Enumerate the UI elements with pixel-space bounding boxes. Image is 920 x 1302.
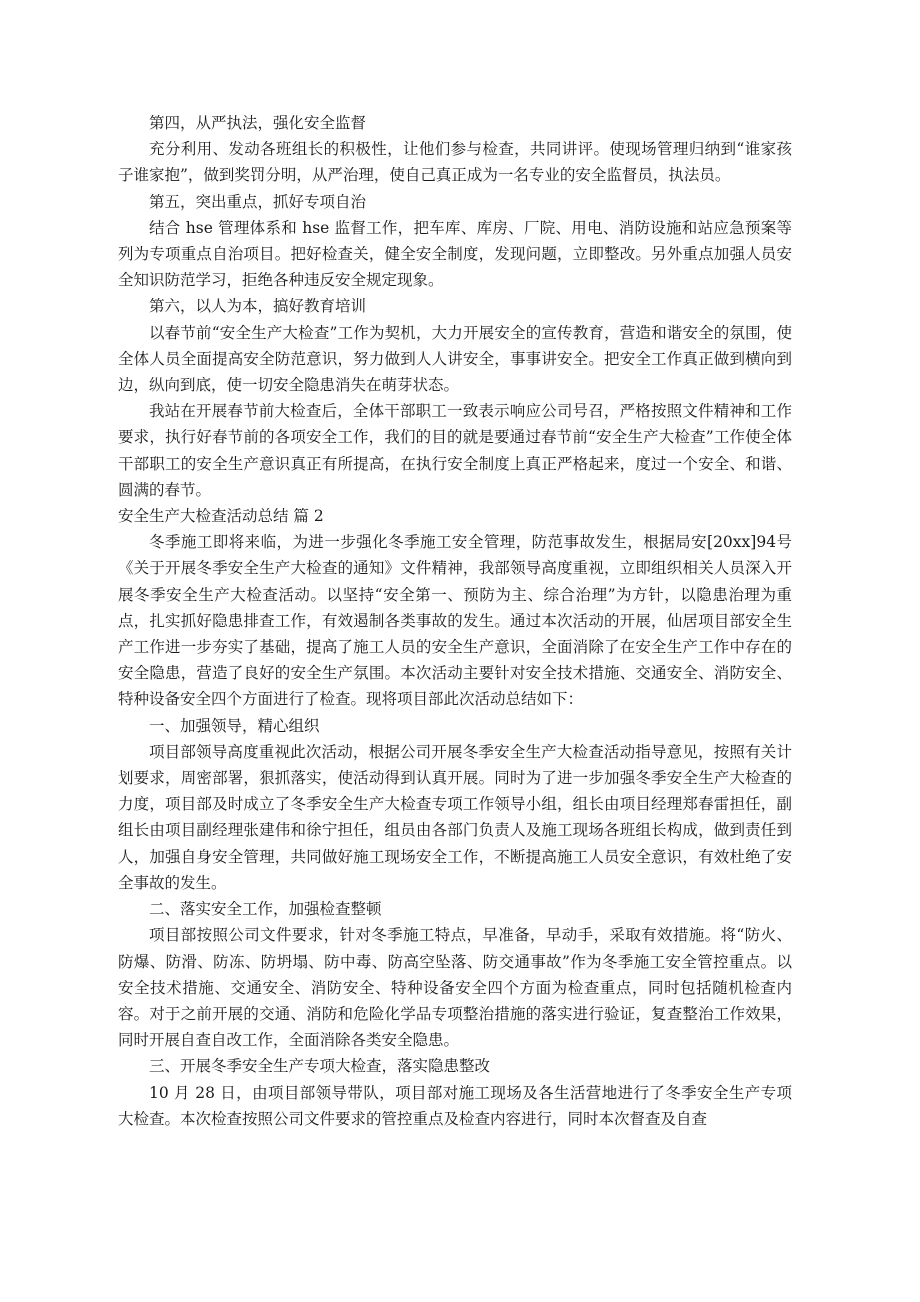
heading-section-five: 第五，突出重点，抓好专项自治 [149, 192, 367, 211]
heading-part-two: 二、落实安全工作，加强检查整顿 [149, 900, 382, 919]
article-title: 安全生产大检查活动总结 篇 2 [118, 507, 324, 526]
paragraph: 充分利用、发动各班组长的积极性，让他们参与检查，共同讲评。使现场管理归纳到“谁家孩子谁家抱”，做到奖罚分明，从严治理，使自己真正成为一名专业的安全监督员，执法员。 [118, 140, 792, 185]
paragraph: 以春节前“安全生产大检查”工作为契机，大力开展安全的宣传教育，营造和谐安全的氛围，使全体人员全面提高安全防范意识，努力做到人人讲安全，事事讲安全。把安全工作真正做到横向到边，纵向到底，使一切安全隐患消失在萌芽状态。 [118, 323, 792, 395]
heading-part-one: 一、加强领导，精心组织 [149, 716, 320, 735]
paragraph: 冬季施工即将来临，为进一步强化冬季施工安全管理，防范事故发生，根据局安[20xx]94号《关于开展冬季安全生产大检查的通知》文件精神，我部领导高度重视，立即组织相关人员深入开展冬季安全生产大检查活动。以坚持“安全第一、预防为主、综合治理”为方针，以隐患治理为重点，扎实抓好隐患排查工作，有效遏制各类事故的发生。通过本次活动的开展，仙居项目部安全生产工作进一步夯实了基础，提高了施工人员的安全生产意识，全面消除了在安全生产工作中存在的安全隐患，营造了良好的安全生产氛围。本次活动主要针对安全技术措施、交通安全、消防安全、特种设备安全四个方面进行了检查。现将项目部此次活动总结如下： [118, 533, 792, 709]
heading-section-six: 第六，以人为本，搞好教育培训 [149, 297, 367, 316]
paragraph: 10 月 28 日，由项目部领导带队，项目部对施工现场及各生活营地进行了冬季安全生产专项大检查。本次检查按照公司文件要求的管控重点及检查内容进行，同时本次督查及自查 [118, 1083, 792, 1128]
heading-part-three: 三、开展冬季安全生产专项大检查，落实隐患整改 [149, 1057, 491, 1076]
paragraph: 项目部领导高度重视此次活动，根据公司开展冬季安全生产大检查活动指导意见，按照有关计划要求，周密部署，狠抓落实，使活动得到认真开展。同时为了进一步加强冬季安全生产大检查的力度，项目部及时成立了冬季安全生产大检查专项工作领导小组，组长由项目经理郑春雷担任，副组长由项目副经理张建伟和徐宁担任，组员由各部门负责人及施工现场各班组长构成，做到责任到人，加强自身安全管理，共同做好施工现场安全工作，不断提高施工人员安全意识，有效杜绝了安全事故的发生。 [118, 742, 792, 892]
paragraph: 我站在开展春节前大检查后，全体干部职工一致表示响应公司号召，严格按照文件精神和工作要求，执行好春节前的各项安全工作，我们的目的就是要通过春节前“安全生产大检查”工作使全体干部职工的安全生产意识真正有所提高，在执行安全制度上真正严格起来，度过一个安全、和谐、圆满的春节。 [118, 402, 792, 499]
document-page [118, 110, 792, 1132]
paragraph: 结合 hse 管理体系和 hse 监督工作，把车库、库房、厂院、用电、消防设施和站应急预案等列为专项重点自治项目。把好检查关，健全安全制度，发现问题，立即整改。另外重点加强人员安全知识防范学习，拒绝各种违反安全规定现象。 [118, 218, 792, 290]
heading-section-four: 第四，从严执法，强化安全监督 [149, 114, 367, 132]
paragraph: 项目部按照公司文件要求，针对冬季施工特点，早准备，早动手，采取有效措施。将“防火、防爆、防滑、防冻、防坍塌、防中毒、防高空坠落、防交通事故”作为冬季施工安全管控重点。以安全技术措施、交通安全、消防安全、特种设备安全四个方面为检查重点，同时包括随机检查内容。对于之前开展的交通、消防和危险化学品专项整治措施的落实进行验证，复查整治工作效果，同时开展自查自改工作，全面消除各类安全隐患。 [118, 926, 792, 1050]
